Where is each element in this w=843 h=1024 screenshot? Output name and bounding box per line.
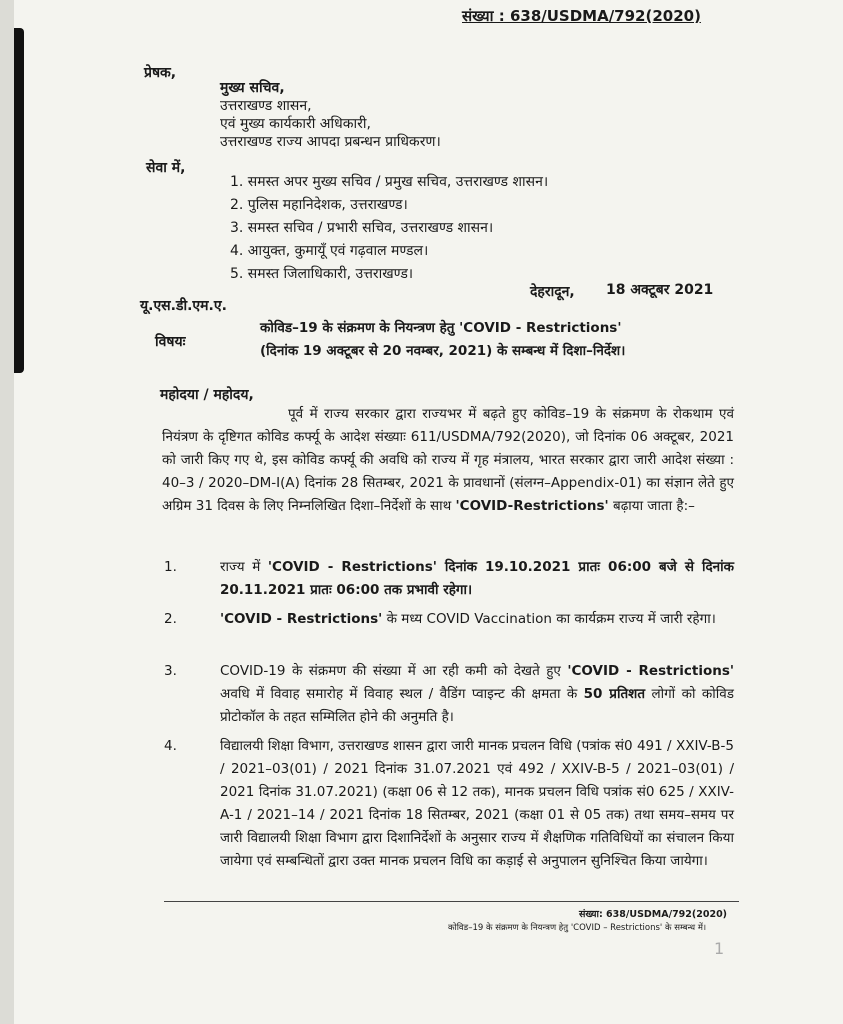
list-item: [164, 556, 734, 602]
body-paragraph: [162, 403, 734, 518]
item-text: [220, 556, 734, 602]
recipients-label: सेवा में,: [146, 160, 186, 176]
item-pre: COVID-19 के संक्रमण की संख्या में आ रही कमी को देखते हुए: [220, 663, 561, 679]
item-bold: 'COVID - Restrictions': [567, 663, 734, 679]
recipient-item: 4. आयुक्त, कुमायूँ एवं गढ़वाल मण्डल।: [230, 243, 429, 259]
item-post: लोगों को कोविड प्रोटोकॉल के तहत सम्मिलित होने की अनुमति है।: [220, 686, 734, 725]
sender-line: उत्तराखण्ड शासन,: [220, 98, 312, 114]
place: देहरादून,: [530, 284, 575, 300]
item-text: विद्यालयी शिक्षा विभाग, उत्तराखण्ड शासन द्वारा जारी मानक प्रचलन विधि (पत्रांक सं0 491 / XXIV-B-5 / 2021–03(01) / 2021 दिनांक 31.07.2021 एवं 492 / XXIV-B-5 / 2021–03(01) / 2021 दिनांक 31.07.2021) (कक्षा 06 से 12 तक), मानक प्रचलन विधि पत्रांक सं0 625 / XXIV-A-1 / 2021–14 / 2021 दिनांक 18 सितम्बर, 2021 (कक्षा 01 से 05 तक) तथा समय–समय पर जारी विद्यालयी शिक्षा विभाग द्वारा दिशानिर्देशों के अनुसार राज्य में शैक्षणिक गतिविधियों का संचालन किया जायेगा एवं सम्बन्धितों द्वारा उक्त मानक प्रचलन विधि का कड़ाई से अनुपालन सुनिश्चित किया जायेगा।: [220, 738, 734, 869]
subject-line: (दिनांक 19 अक्टूबर से 20 नवम्बर, 2021) के सम्बन्ध में दिशा–निर्देश।: [260, 343, 626, 359]
department-code: यू.एस.डी.एम.ए.: [140, 298, 227, 314]
footer-reference: संख्या: 638/USDMA/792(2020): [579, 909, 728, 920]
scan-edge-shadow: [14, 28, 24, 373]
subject-line: कोविड–19 के संक्रमण के नियन्त्रण हेतु 'COVID - Restrictions': [260, 320, 622, 336]
list-item: [164, 660, 734, 730]
sender-line: मुख्य सचिव,: [220, 80, 285, 96]
recipient-item: 3. समस्त सचिव / प्रभारी सचिव, उत्तराखण्ड शासन।: [230, 220, 494, 236]
body-tail: बढ़ाया जाता है:–: [613, 498, 695, 514]
list-item: [164, 608, 734, 654]
item-number: 4.: [164, 738, 177, 754]
item-post: अवधि में विवाह समारोह में विवाह स्थल / वैडिंग प्वाइन्ट की क्षमता के: [220, 686, 578, 702]
recipient-item: 5. समस्त जिलाधिकारी, उत्तराखण्ड।: [230, 266, 414, 282]
list-item: [164, 735, 734, 897]
item-text: [220, 608, 734, 631]
page-number: 1: [714, 939, 725, 958]
item-number: 1.: [164, 559, 177, 575]
footer-divider: [164, 901, 739, 902]
item-number: 2.: [164, 611, 177, 627]
item-bold: 50 प्रतिशत: [583, 686, 646, 702]
item-bold: 'COVID - Restrictions' दिनांक 19.10.2021 प्रातः 06:00 बजे से दिनांक 20.11.2021 प्रातः 06:00 तक प्रभावी रहेगा।: [220, 559, 735, 598]
salutation: महोदया / महोदय,: [160, 387, 254, 403]
sender-label: प्रेषक,: [144, 65, 177, 81]
document-page: [14, 0, 843, 1024]
recipient-item: 1. समस्त अपर मुख्य सचिव / प्रमुख सचिव, उत्तराखण्ड शासन।: [230, 174, 549, 190]
item-text: [220, 660, 734, 729]
item-number: 3.: [164, 663, 177, 679]
sender-line: उत्तराखण्ड राज्य आपदा प्रबन्धन प्राधिकरण।: [220, 134, 441, 150]
reference-number: संख्या : 638/USDMA/792(2020): [462, 7, 701, 25]
item-post: के मध्य COVID Vaccination का कार्यक्रम राज्य में जारी रहेगा।: [386, 611, 716, 627]
body-text: पूर्व में राज्य सरकार द्वारा राज्यभर में बढ़ते हुए कोविड–19 के संक्रमण के रोकथाम एवं नियंत्रण के दृष्टिगत कोविड कर्फ्यू के आदेश संख्याः 611/USDMA/792(2020), जो दिनांक 06 अक्टूबर, 2021 को जारी किए गए थे, इस कोविड कर्फ्यू की अवधि को राज्य में गृह मंत्रालय, भारत सरकार द्वारा जारी आदेश संख्या : 40–3 / 2020–DM-I(A) दिनांक 28 सितम्बर, 2021 के प्रावधानों (संलग्न–Appendix-01) का संज्ञान लेते हुए अग्रिम 31 दिवस के लिए निम्नलिखित दिशा–निर्देशों के साथ: [162, 406, 734, 514]
body-bold: 'COVID-Restrictions': [455, 498, 609, 514]
recipient-item: 2. पुलिस महानिदेशक, उत्तराखण्ड।: [230, 197, 408, 213]
item-bold: 'COVID - Restrictions': [220, 611, 383, 627]
sender-line: एवं मुख्य कार्यकारी अधिकारी,: [220, 116, 371, 132]
subject-label: विषयः: [155, 334, 186, 350]
item-pre: राज्य में: [220, 559, 261, 575]
letter-date: 18 अक्टूबर 2021: [606, 282, 714, 298]
footer-subject: कोविड–19 के संक्रमण के नियन्त्रण हेतु 'COVID – Restrictions' के सम्बन्ध में।: [448, 923, 707, 933]
